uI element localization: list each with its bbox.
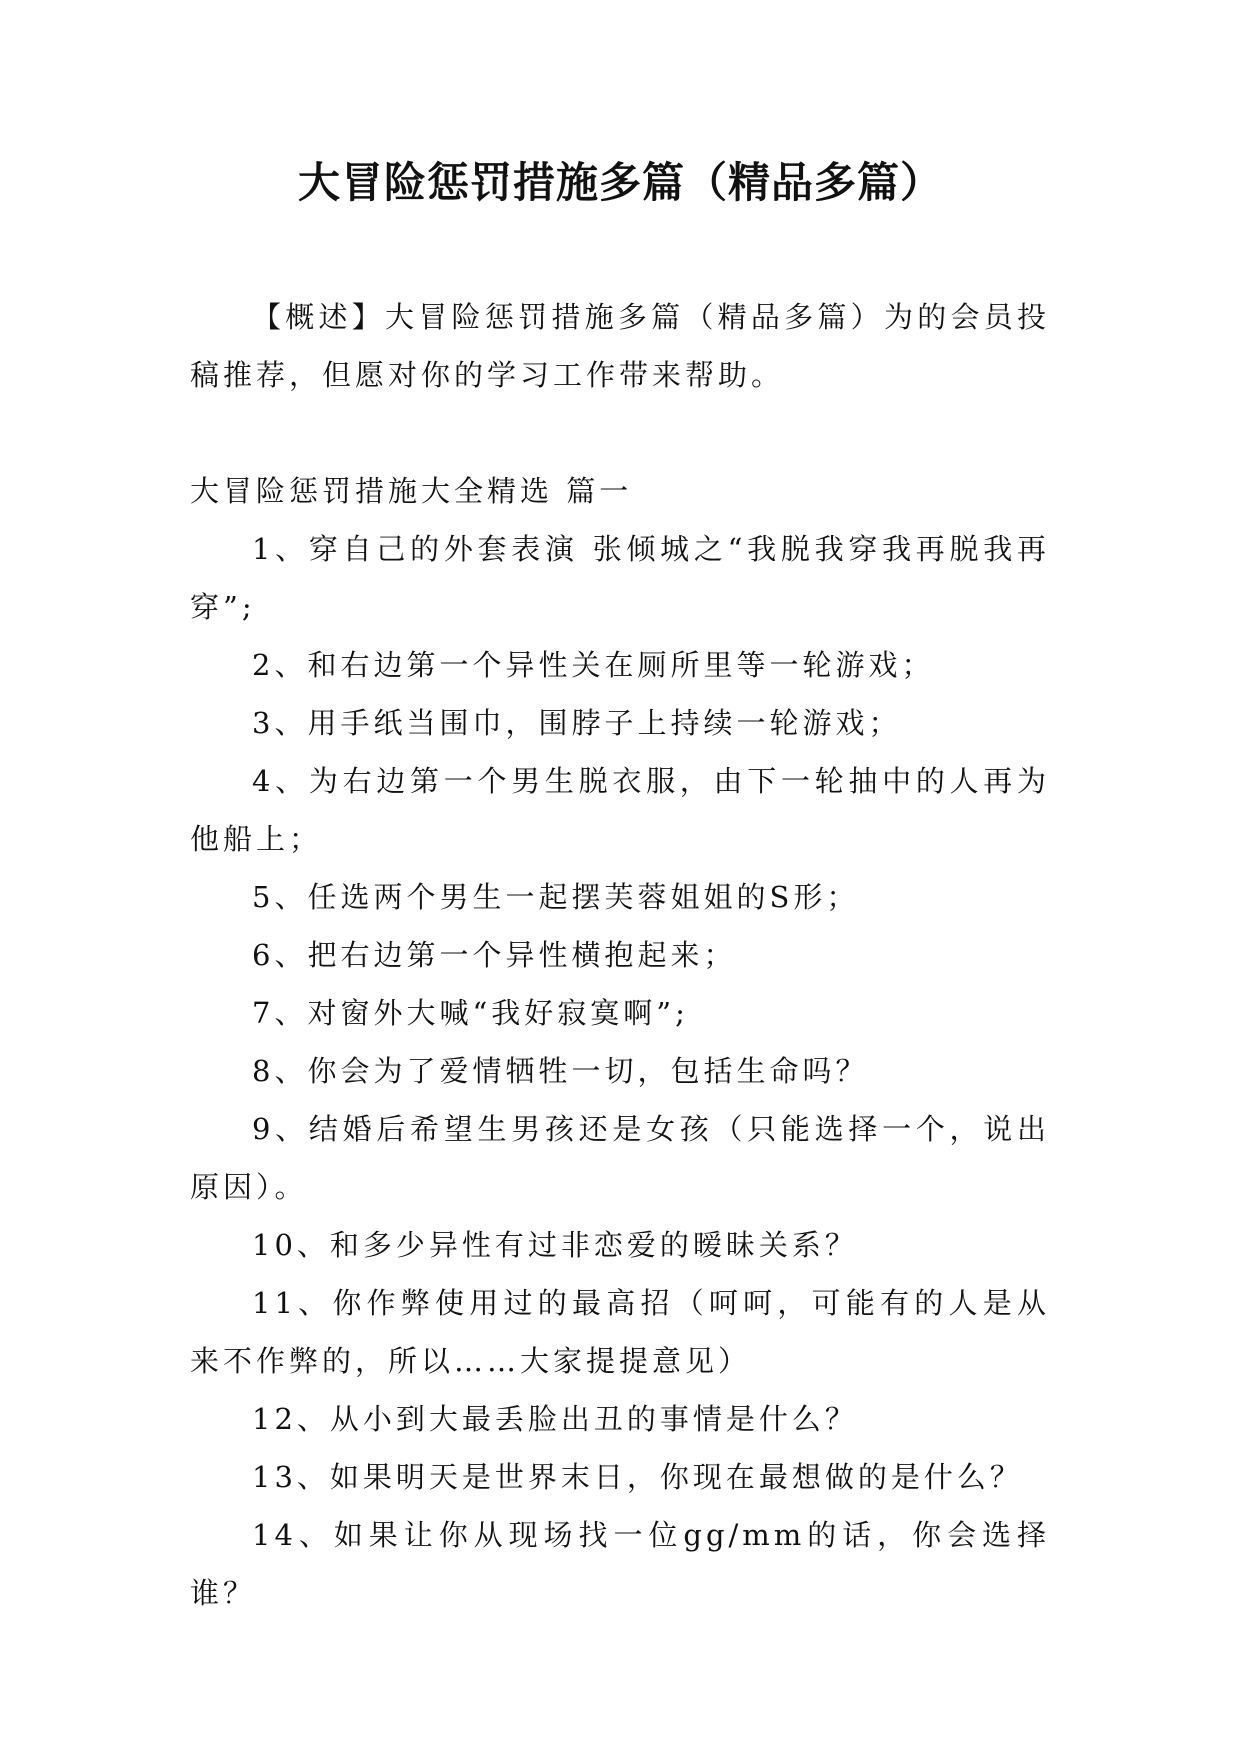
list-item: 6、把右边第一个异性横抱起来；	[252, 938, 737, 972]
document-title: 大冒险惩罚措施多篇（精品多篇）	[297, 158, 943, 207]
document-body	[190, 288, 1050, 1622]
list-item: 9、结婚后希望生男孩还是女孩（只能选择一个，说出原因）。	[190, 1112, 1050, 1204]
list-item: 10、和多少异性有过非恋爱的暧昧关系？	[252, 1228, 858, 1262]
list-item: 12、从小到大最丢脸出丑的事情是什么？	[252, 1402, 858, 1436]
list-item: 3、用手纸当围巾，围脖子上持续一轮游戏；	[252, 706, 902, 740]
list-item: 1、穿自己的外套表演 张倾城之“我脱我穿我再脱我再穿”;	[190, 532, 1050, 624]
section-heading: 大冒险惩罚措施大全精选 篇一	[190, 474, 633, 508]
list-item: 13、如果明天是世界末日，你现在最想做的是什么？	[252, 1460, 1023, 1494]
list-item: 7、对窗外大喊“我好寂寞啊”;	[252, 996, 689, 1030]
summary-paragraph: 【概述】大冒险惩罚措施多篇（精品多篇）为的会员投稿推荐，但愿对你的学习工作带来帮助。	[190, 300, 1050, 392]
paragraph-spacer	[190, 404, 1050, 462]
list-item: 5、任选两个男生一起摆芙蓉姐姐的S形；	[252, 880, 860, 914]
list-item: 8、你会为了爱情牺牲一切，包括生命吗？	[252, 1054, 869, 1088]
list-item: 11、你作弊使用过的最高招（呵呵，可能有的人是从来不作弊的，所以……大家提提意见）	[190, 1286, 1050, 1378]
list-item: 14、如果让你从现场找一位gg/mm的话，你会选择谁？	[190, 1518, 1050, 1610]
list-item: 2、和右边第一个异性关在厕所里等一轮游戏；	[252, 648, 935, 682]
list-item: 4、为右边第一个男生脱衣服，由下一轮抽中的人再为他船上；	[190, 764, 1050, 856]
